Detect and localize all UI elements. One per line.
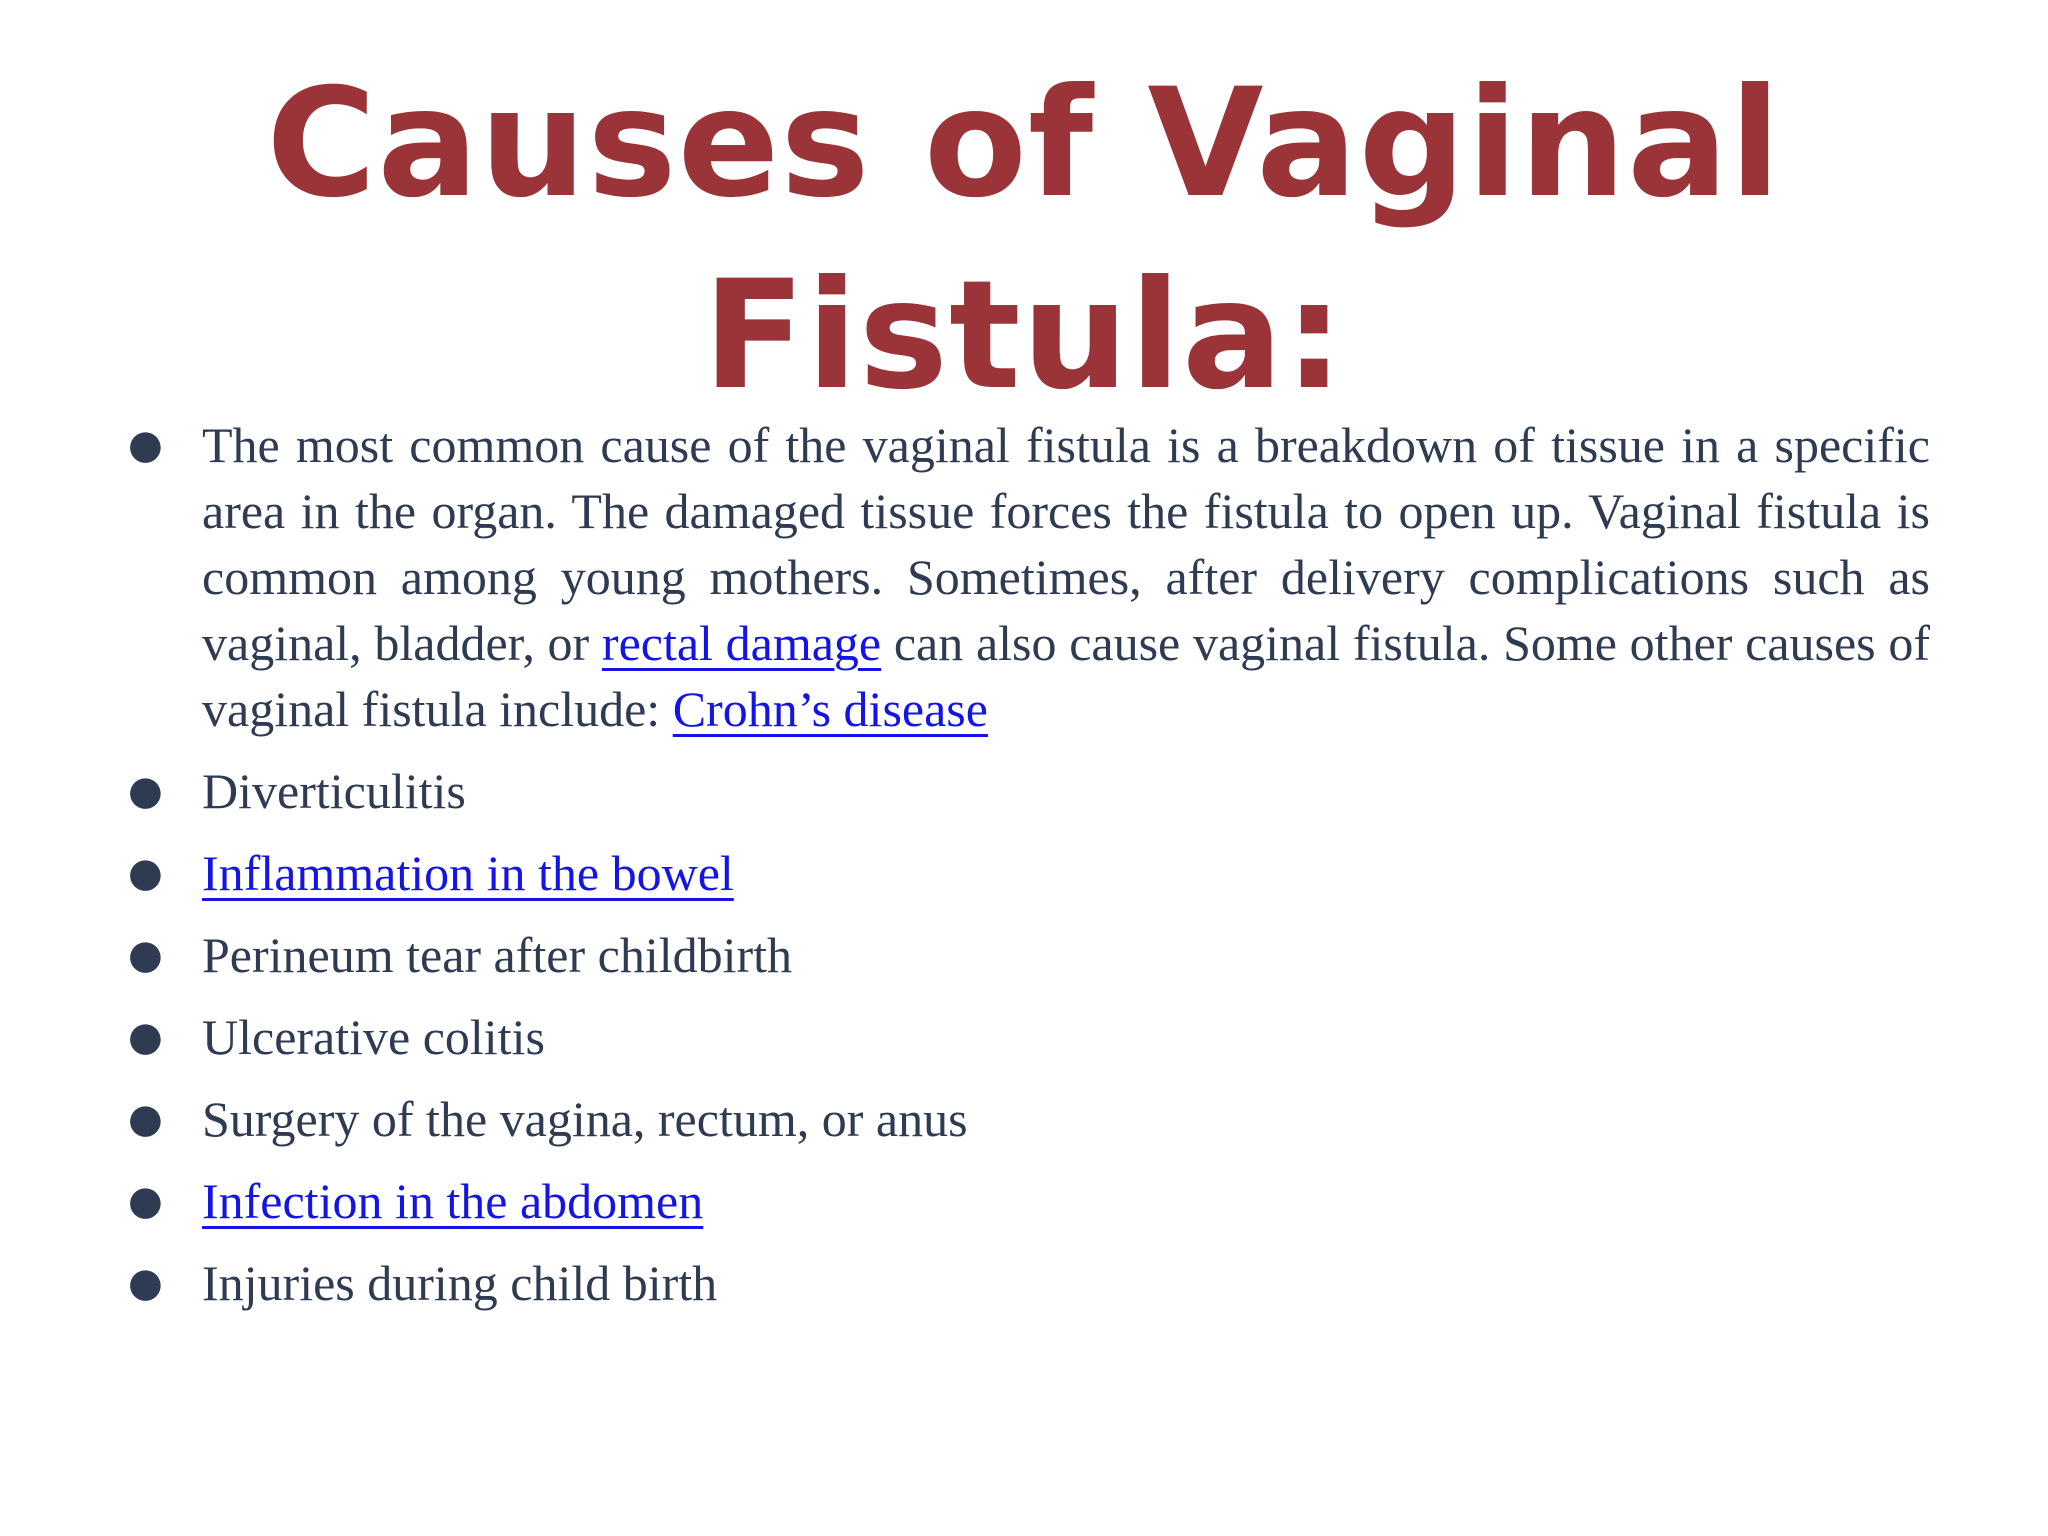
- list-item-text: Injuries during child birth: [202, 1255, 718, 1311]
- list-item: [120, 840, 1930, 906]
- list-item: [120, 1168, 1930, 1234]
- link-crohns-disease[interactable]: Crohn’s disease: [672, 681, 988, 737]
- list-item: [120, 758, 1930, 824]
- list-item: [120, 1086, 1930, 1152]
- slide-content: [120, 412, 1930, 1332]
- link-infection-abdomen[interactable]: Infection in the abdomen: [202, 1173, 704, 1229]
- intro-text-2: can also cause vaginal fistula. Some other causes of vaginal fistula include:: [202, 615, 1931, 737]
- list-item: [120, 922, 1930, 988]
- bullet-icon: ●: [128, 932, 163, 978]
- bullet-icon: ●: [128, 1178, 163, 1224]
- list-item-text: Diverticulitis: [202, 763, 466, 819]
- title-line-1: Causes of Vaginal: [266, 57, 1782, 231]
- list-item-text: Ulcerative colitis: [202, 1009, 545, 1065]
- list-item: [120, 1004, 1930, 1070]
- list-item-text: Surgery of the vagina, rectum, or anus: [202, 1091, 968, 1147]
- title-line-2: Fistula:: [702, 249, 1346, 423]
- bullet-icon: ●: [128, 850, 163, 896]
- intro-text-1: The most common cause of the vaginal fistula is a breakdown of tissue in a specific area in the organ. The damaged tissue forces the fistula to open up. Vaginal fistula is common among young mothers. Sometimes, after delivery complications such as vaginal, bladder, or: [202, 417, 1930, 671]
- list-item-intro: [120, 412, 1930, 742]
- bullet-icon: ●: [128, 422, 163, 468]
- slide-title: [0, 48, 2048, 432]
- causes-list: [120, 412, 1930, 1316]
- link-inflammation-bowel[interactable]: Inflammation in the bowel: [202, 845, 734, 901]
- bullet-icon: ●: [128, 768, 163, 814]
- list-item-text: Perineum tear after childbirth: [202, 927, 793, 983]
- bullet-icon: ●: [128, 1014, 163, 1060]
- link-rectal-damage[interactable]: rectal damage: [601, 615, 882, 671]
- list-item: [120, 1250, 1930, 1316]
- bullet-icon: ●: [128, 1096, 163, 1142]
- bullet-icon: ●: [128, 1260, 163, 1306]
